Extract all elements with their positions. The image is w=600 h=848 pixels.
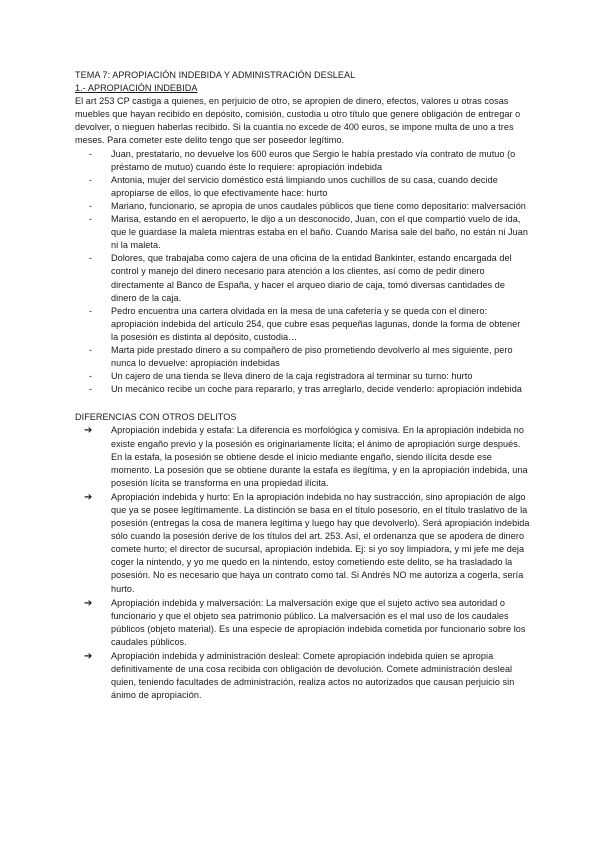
list-item: [75, 200, 530, 213]
section-heading-diferencias: DIFERENCIAS CON OTROS DELITOS: [75, 412, 237, 423]
list-item: [75, 424, 530, 489]
dash-bullet: -: [89, 200, 93, 211]
dash-bullet: -: [89, 253, 93, 264]
list-item-text: Un cajero de una tienda se lleva dinero de la caja registradora al terminar su turno: hurto: [111, 371, 473, 382]
list-item-text: Un mecánico recibe un coche para repararlo, y tras arreglarlo, decide venderlo: apropiación indebida: [111, 384, 522, 395]
list-item: [75, 148, 530, 174]
list-item: [75, 305, 530, 344]
arrow-bullet-icon: ➔: [84, 597, 93, 609]
section-spacer: [75, 396, 530, 411]
section-heading-apropiacion: 1.- APROPIACIÓN INDEBIDA: [75, 83, 198, 94]
list-item-text: Marta pide prestado dinero a su compañero de piso prometiendo devolverlo al mes siguiente, pero nunca lo devuelve: apropiación indebidas: [111, 344, 513, 369]
list-item: [75, 252, 530, 304]
dash-bullet: -: [89, 344, 93, 355]
list-item: [75, 213, 530, 252]
list-item-text: Antonia, mujer del servicio doméstico está limpiando unos cuchillos de su casa, cuando decide apropiarse de ellos, lo que efectivamente hace: hurto: [111, 174, 498, 198]
dash-bullet: -: [89, 148, 93, 159]
document-title: TEMA 7: APROPIACIÓN INDEBIDA Y ADMINISTRACIÓN DESLEAL: [75, 70, 356, 80]
dash-bullet: -: [89, 384, 93, 395]
arrow-bullet-icon: ➔: [84, 651, 93, 663]
intro-paragraph: El art 253 CP castiga a quienes, en perjuicio de otro, se apropien de dinero, efectos, valores u otras cosas muebles que hayan recibido en depósito, comisión, custodia u otro título que genere obligación de entregar o devolver, o nieguen haberlas recibido. Si la cuantía no excede de 400 euros, se impone multa de uno a tres meses. Para cometer este delito tengo que ser poseedor legítimo.: [75, 96, 521, 146]
document-page: [75, 69, 530, 703]
dash-bullet: -: [89, 305, 93, 316]
list-item: [75, 650, 530, 702]
dash-bullet: -: [89, 214, 93, 225]
list-item-text: Apropiación indebida y hurto: En la apropiación indebida no hay sustracción, sino apropiación de algo que ya se posee legítimamente. La distinción se basa en el título posesorio, en el título traslativo de la posesión (entregas la cosa de manera legítima y luego hay que devolverlo). Será apropiación indebida sólo cuando la posesión derive de los títulos del art. 253. Así, el ordenanza que se apodera de dinero comete hurto; el director de sucursal, apropiación indebida. Ej: si yo soy limpiadora, y mi jefe me deja coger la nintendo, y yo me quedo en la nintendo, estoy cometiendo este delito, se ha trasladado la posesión. No es necesario que haya un contrato como tal. Si Andrés NO me autoriza a cogerla, sería hurto.: [111, 491, 530, 594]
dash-bullet: -: [89, 371, 93, 382]
differences-list: [75, 424, 530, 702]
list-item: [75, 491, 530, 596]
list-item-text: Marisa, estando en el aeropuerto, le dijo a un desconocido, Juan, con el que compartió vuelo de ida, que le guardase la maleta mientras estaba en el baño. Cuando Marisa sale del baño, no están ni Juan ni la maleta.: [111, 214, 528, 251]
dash-bullet: -: [89, 174, 93, 185]
list-item: [75, 597, 530, 649]
list-item: [75, 174, 530, 200]
list-item-text: Dolores, que trabajaba como cajera de una oficina de la entidad Bankinter, estando encargada del control y manejo del dinero necesario para atención a los clientes, así como de pedir dinero directamente al Banco de España, y hacer el arqueo diario de caja, tomó diversas cantidades de dinero de la caja.: [111, 253, 512, 303]
list-item: [75, 344, 530, 370]
list-item-text: Apropiación indebida y malversación: La malversación exige que el sujeto activo sea autoridad o funcionario y que el objeto sea patrimonio público. La malversación es el mal uso de los caudales públicos (objeto material). Es una especie de apropiación indebida cometida por funcionario sobre los caudales públicos.: [111, 597, 526, 647]
list-item: [75, 370, 530, 383]
list-item-text: Apropiación indebida y administración desleal: Comete apropiación indebida quien se apropia definitivamente de una cosa recibida con obligación de devolución. Comete administración desleal quien, teniendo facultades de administración, realiza actos no autorizados que causan perjuicio sin ánimo de apropiación.: [111, 651, 515, 701]
list-item-text: Pedro encuentra una cartera olvidada en la mesa de una cafetería y se queda con el dinero: apropiación indebida del artículo 254, que cubre esas pequeñas lagunas, donde la forma de obtener la posesión es distinta al depósito, custodia…: [111, 305, 521, 342]
arrow-bullet-icon: ➔: [84, 491, 93, 503]
list-item-text: Mariano, funcionario, se apropia de unos caudales públicos que tiene como depositario: malversación: [111, 200, 526, 211]
list-item-text: Juan, prestatario, no devuelve los 600 euros que Sergio le había prestado vía contrato de mutuo (o préstamo de mutuo) cuando éste lo requiere: apropiación indebida: [111, 148, 516, 172]
arrow-bullet-icon: ➔: [84, 425, 93, 437]
list-item-text: Apropiación indebida y estafa: La diferencia es morfológica y comisiva. En la apropiación indebida no existe engaño previo y la posesión es originariamente lícita; el ánimo de apropiación surge después. En la estafa, la posesión se obtiene desde el inicio mediante engaño, siendo ilícita desde ese momento. La posesión que se obtiene durante la estafa es ilegítima, y en la apropiación indebida, una posesión lícita se transforma en una propiedad ilícita.: [111, 425, 528, 488]
list-item: [75, 383, 530, 396]
examples-list: [75, 148, 530, 397]
